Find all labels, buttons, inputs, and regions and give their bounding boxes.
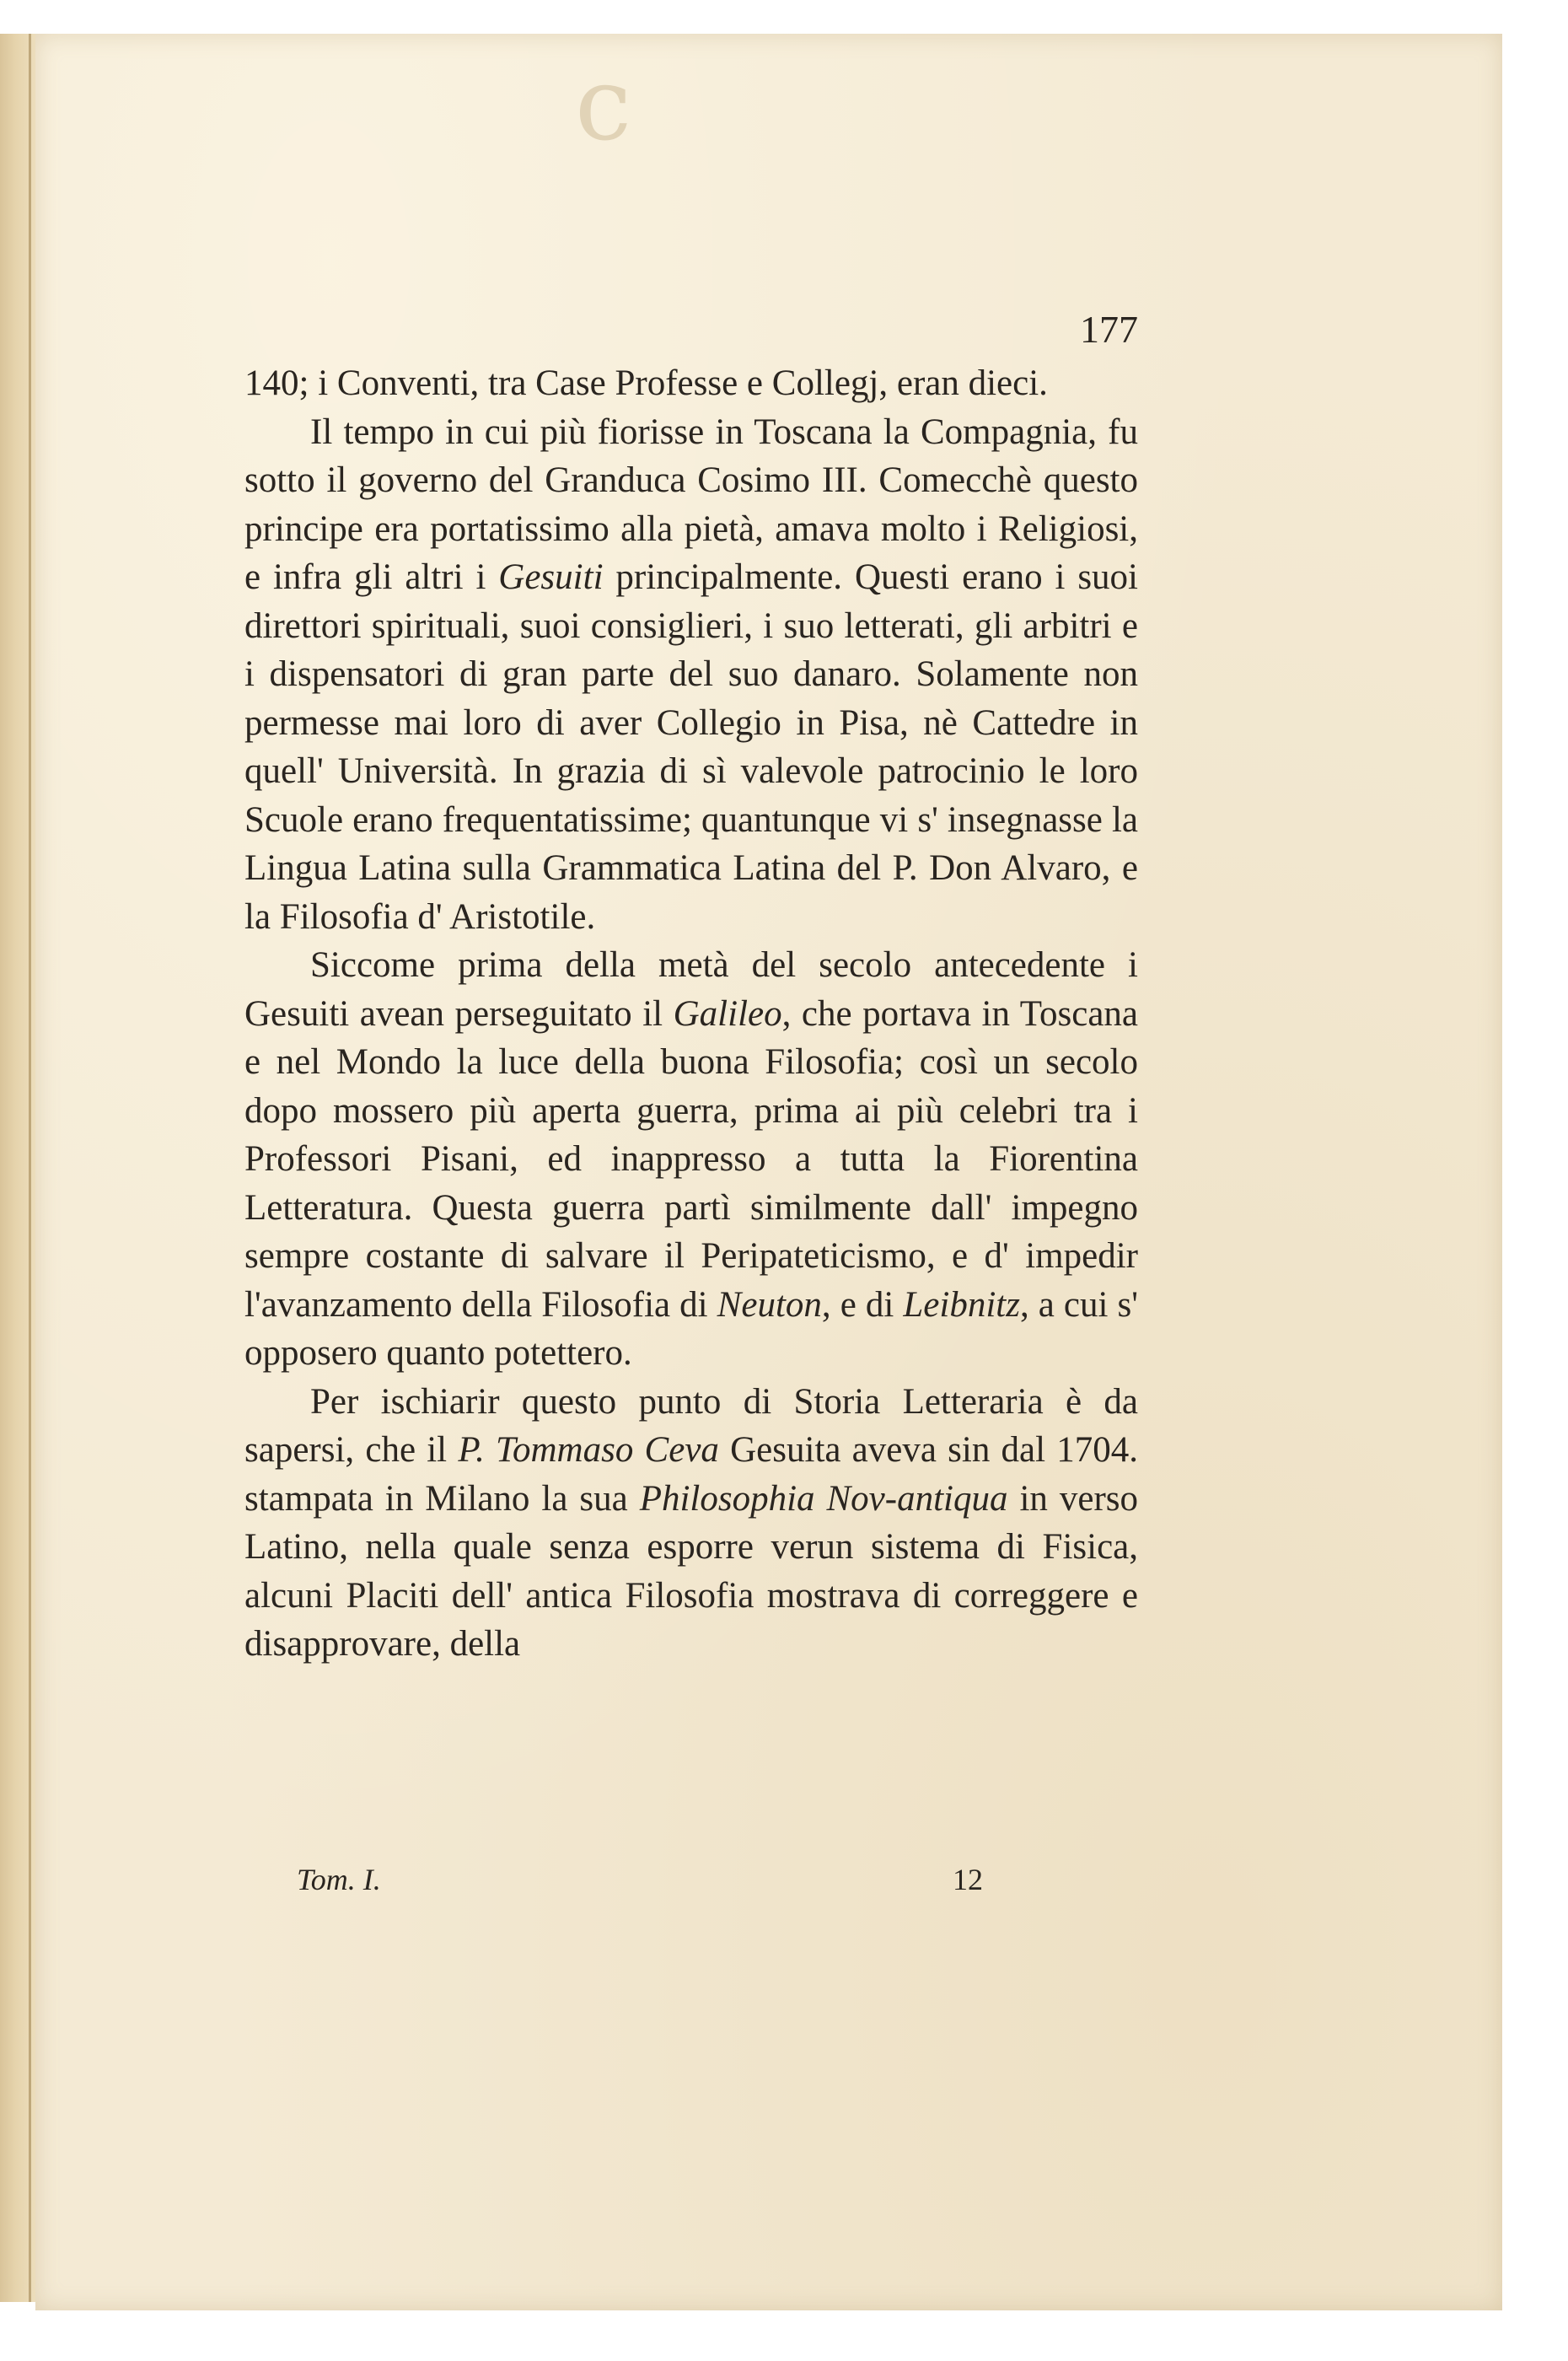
signature-mark: 12: [953, 1863, 983, 1896]
paragraph-text: Per ischiarir questo punto di Storia Letteraria è da sapersi, che il: [244, 1381, 1138, 1470]
italic-name: Neuton: [717, 1284, 822, 1325]
paragraph-text: Gesuita aveva sin dal 1704. stampata in Milano la sua: [244, 1430, 1139, 1519]
italic-name: Galileo: [673, 993, 782, 1034]
italic-term: Gesuiti: [498, 557, 604, 597]
paragraph-text: Il tempo in cui più fiorisse in Toscana la Compagnia, fu sotto il governo del Granduca Cosimo III. Comecchè questo principe era portatissimo alla pietà, amava molto i Religiosi, e infra gli altri i: [244, 411, 1138, 597]
paragraph-cosimo: [244, 408, 1138, 942]
paragraph-text: principalmente. Questi erano i suoi direttori spirituali, suoi consiglieri, i suo letterati, gli arbitri e i dispensatori di gran parte del suo danaro. Solamente non permesse mai loro di aver Collegio in Pisa, nè Cattedre in quell' Università. In grazia di sì valevole patrocinio le loro Scuole erano frequentatissime; quantunque vi s' insegnasse la Lingua Latina sulla Grammatica Latina del P. Don Alvaro, e la Filosofia d' Aristotile.: [244, 557, 1138, 937]
paragraph-text: in verso Latino, nella quale senza esporre verun sistema di Fisica, alcuni Placiti dell' antica Filosofia mostrava di correggere e disapprovare, della: [244, 1478, 1139, 1664]
paragraph-text: , a cui s' opposero quanto potettero.: [244, 1284, 1138, 1373]
paragraph-ceva: [244, 1378, 1138, 1669]
body-text: [244, 308, 1139, 1669]
continuation-text: 140; i Conventi, tra Case Professe e Collegj, eran dieci.: [244, 363, 1048, 403]
paragraph-text: Siccome prima della metà del secolo antecedente i Gesuiti avean perseguitato il: [244, 945, 1138, 1034]
paragraph-text: , che portava in Toscana e nel Mondo la luce della buona Filosofia; così un secolo dopo mossero più aperta guerra, prima ai più celebri tra i Professori Pisani, ed inappresso a tutta la Fiorentina Letteratura. Questa guerra partì similmente dall' impegno sempre costante di salvare il Peripateticismo, e d' impedir l'avanzamento della Filosofia di: [244, 993, 1138, 1325]
paragraph-text: , e di: [821, 1284, 894, 1325]
tome-label: Tom. I.: [297, 1863, 381, 1896]
italic-name: Leibnitz: [903, 1284, 1020, 1325]
page-number: 177: [1080, 308, 1138, 351]
ink-stain-mark: ϲ: [575, 46, 632, 164]
italic-name: P. Tommaso Ceva: [458, 1430, 719, 1470]
paragraph-continuation: [244, 359, 1138, 408]
italic-title: Philosophia Nov-antiqua: [639, 1478, 1008, 1519]
paragraph-galileo: [244, 941, 1138, 1378]
binding-edge: [0, 34, 40, 2302]
